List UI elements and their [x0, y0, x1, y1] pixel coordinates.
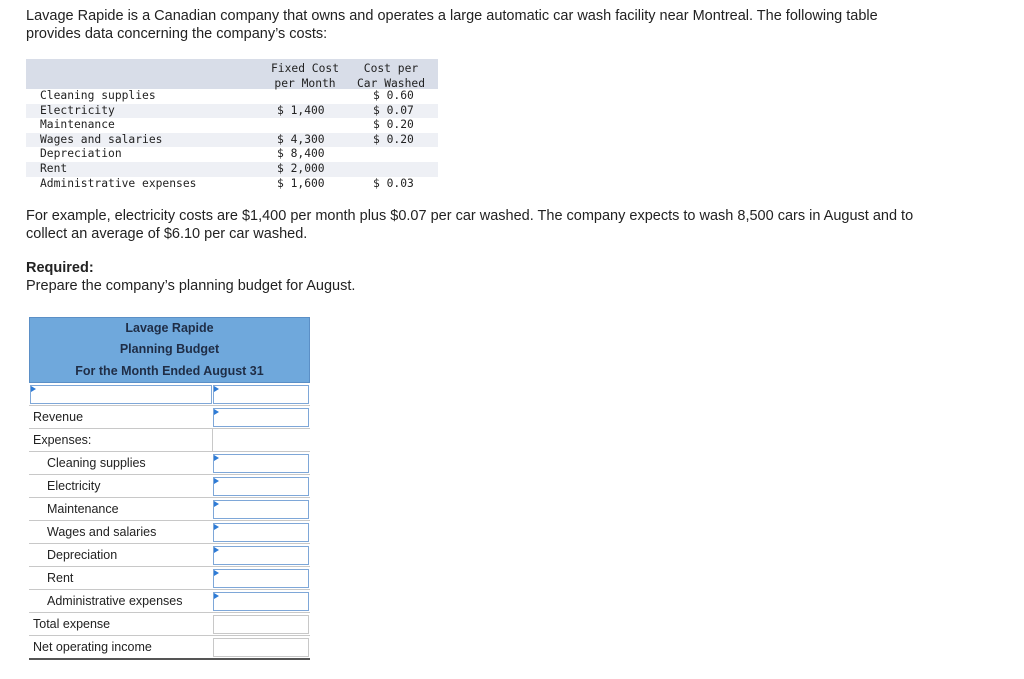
cost-row: [26, 104, 438, 119]
budget-row-expense: [29, 544, 310, 567]
cost-data-table: [26, 59, 438, 191]
required-text: Prepare the company’s planning budget for August.: [26, 278, 356, 294]
budget-row-expense: [29, 452, 310, 475]
budget-company-name: Lavage Rapide: [125, 321, 214, 335]
expense-label: Cleaning supplies: [47, 456, 146, 470]
cost-row-label: Maintenance: [40, 118, 115, 132]
expense-label: Maintenance: [47, 502, 119, 516]
budget-row-expense: [29, 590, 310, 613]
total-expense-label: Total expense: [33, 617, 111, 631]
expenses-label: Expenses:: [33, 433, 92, 447]
expense-label: Depreciation: [47, 548, 118, 562]
fixed-cost-header: Fixed Cost per Month: [270, 62, 339, 90]
cost-row-var: $ 0.20: [373, 132, 414, 146]
cost-row-label: Rent: [40, 161, 68, 175]
cost-per-car-header: Cost per Car Washed: [356, 62, 425, 90]
expense-input[interactable]: [213, 477, 309, 496]
budget-row-total-expense: [29, 613, 310, 636]
budget-row-net-income: [29, 636, 310, 660]
intro-text: Lavage Rapide is a Canadian company that owns and operates a large automatic car wash facility near Montreal. The following table provides data concerning the company’s costs:: [26, 8, 878, 42]
net-income-input[interactable]: [213, 638, 309, 657]
budget-period: For the Month Ended August 31: [75, 363, 264, 378]
expense-label: Electricity: [47, 479, 101, 493]
cost-row: [26, 147, 438, 162]
input-marker-icon: [214, 409, 219, 415]
cost-row: [26, 118, 438, 133]
cost-row-fixed: $ 4,300: [277, 132, 325, 146]
net-income-label: Net operating income: [33, 640, 152, 654]
input-marker-icon: [214, 478, 219, 484]
cost-row-var: $ 0.03: [373, 176, 414, 190]
budget-row-revenue: [29, 406, 310, 429]
required-section: [26, 259, 355, 295]
input-marker-icon: [214, 547, 219, 553]
cost-row-var: $ 0.20: [373, 118, 414, 132]
budget-row-expenses-header: [29, 429, 310, 452]
revenue-input[interactable]: [213, 408, 309, 427]
cost-row-label: Cleaning supplies: [40, 89, 156, 102]
expense-input[interactable]: [213, 523, 309, 542]
example-paragraph: For example, electricity costs are $1,400 per month plus $0.07 per car washed. The company expects to wash 8,500 cars in August and to collect an average of $6.10 per car washed.: [26, 208, 914, 242]
activity-label-input[interactable]: [30, 385, 212, 404]
cost-row-fixed: $ 1,600: [277, 176, 325, 190]
expense-input[interactable]: [213, 500, 309, 519]
input-marker-icon: [31, 386, 36, 392]
cost-row-label: Depreciation: [40, 147, 122, 161]
cost-row-var: $ 0.07: [373, 103, 414, 117]
cost-row: [26, 133, 438, 148]
expense-label: Rent: [47, 571, 74, 585]
input-marker-icon: [214, 593, 219, 599]
cost-row: [26, 177, 438, 192]
budget-row-expense: [29, 567, 310, 590]
expense-input[interactable]: [213, 569, 309, 588]
expense-label: Wages and salaries: [47, 525, 157, 539]
input-marker-icon: [214, 386, 219, 392]
expense-input[interactable]: [213, 454, 309, 473]
cost-row: [26, 162, 438, 177]
revenue-label: Revenue: [33, 410, 84, 424]
input-marker-icon: [214, 455, 219, 461]
activity-value-input[interactable]: [213, 385, 309, 404]
budget-title-block: [29, 317, 310, 383]
budget-row-expense: [29, 475, 310, 498]
expense-label: Administrative expenses: [47, 594, 183, 608]
planning-budget-worksheet: [29, 317, 310, 660]
expense-input[interactable]: [213, 546, 309, 565]
expense-input[interactable]: [213, 592, 309, 611]
column-divider: [212, 429, 213, 452]
cost-row-label: Electricity: [40, 103, 115, 117]
cost-table-header: [26, 59, 438, 89]
budget-title: Planning Budget: [119, 342, 220, 357]
cost-row: [26, 89, 438, 104]
cost-row-label: Wages and salaries: [40, 132, 163, 146]
input-marker-icon: [214, 570, 219, 576]
budget-header-input-row: [29, 383, 310, 406]
cost-row-fixed: $ 1,400: [277, 103, 325, 117]
budget-row-expense: [29, 498, 310, 521]
cost-row-fixed: $ 2,000: [277, 161, 325, 175]
cost-row-label: Administrative expenses: [40, 176, 197, 190]
cost-row-fixed: $ 8,400: [277, 147, 325, 161]
total-expense-input[interactable]: [213, 615, 309, 634]
required-label: Required:: [26, 260, 94, 276]
cost-row-var: $ 0.60: [373, 89, 414, 102]
input-marker-icon: [214, 524, 219, 530]
input-marker-icon: [214, 501, 219, 507]
budget-row-expense: [29, 521, 310, 544]
